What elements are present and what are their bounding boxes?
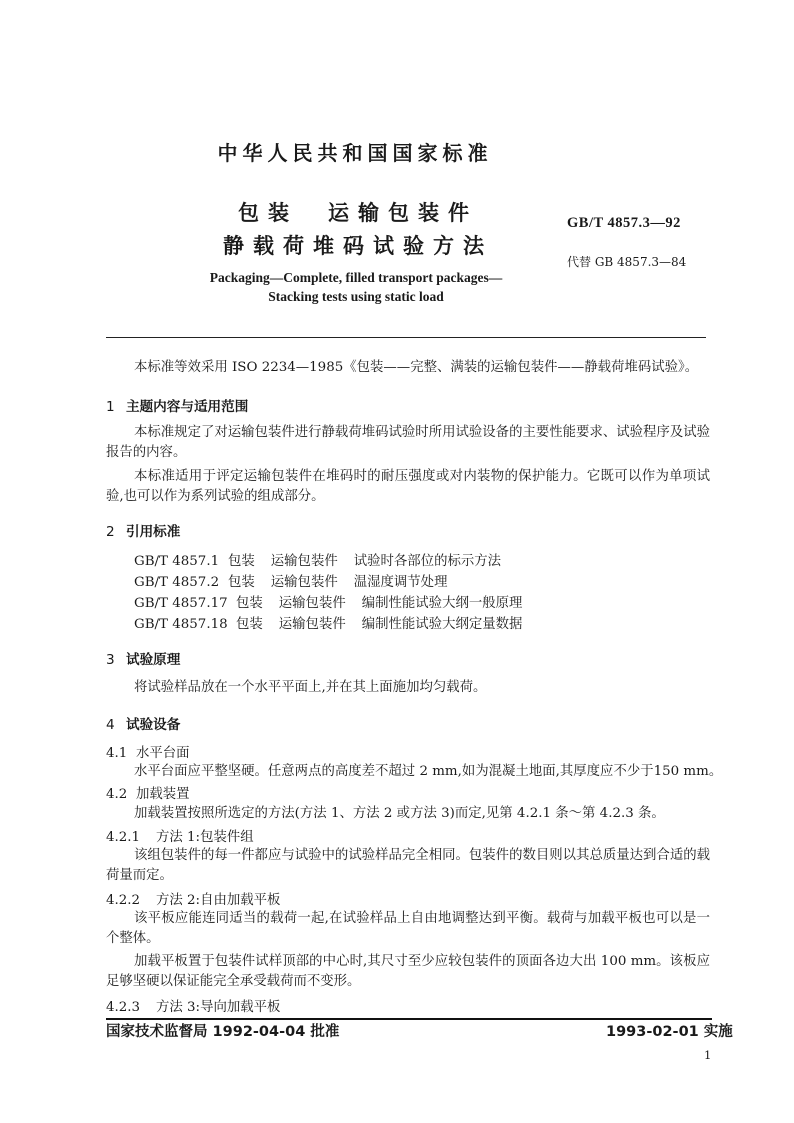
subsection-number: 4.2.2 [106,893,141,908]
section-3-paragraph: 将试验样品放在一个水平平面上,并在其上面施加均匀载荷。 [134,680,487,695]
intro-paragraph: 本标准等效采用 ISO 2234—1985《包装——完整、满装的运输包装件——静载荷堆码试验》。 [134,360,699,375]
reference-part-1: 包装 [236,617,263,632]
reference-description: 试验时各部位的标示方法 [353,554,502,569]
page-number: 1 [704,1048,712,1062]
subsection-4-2-heading [106,783,190,802]
reference-item [134,613,522,632]
header-divider [106,337,706,338]
national-standard-title: 中华人民共和国国家标准 [217,141,493,165]
reference-part-2: 运输包装件 [270,554,338,569]
reference-description: 编制性能试验大纲定量数据 [361,617,523,632]
subsection-title: 方法 2:自由加载平板 [156,893,281,908]
english-title-line-2: Stacking tests using static load [268,289,444,304]
section-number: 2 [106,524,115,540]
subsection-title: 加载装置 [136,787,190,802]
reference-description: 温湿度调节处理 [353,575,448,590]
subsection-4-2-2-heading [106,889,280,908]
section-2-heading [106,520,180,540]
reference-part-2: 运输包装件 [278,617,346,632]
reference-item [134,571,447,590]
document-title-line-1: 包装 运输包装件 [238,201,478,225]
approval-statement: 国家技术监督局 1992-04-04 批准 [106,1024,340,1040]
subsection-number: 4.1 [106,746,128,761]
reference-part-2: 运输包装件 [270,575,338,590]
document-title-line-2: 静载荷堆码试验方法 [223,234,493,258]
reference-item [134,550,501,569]
section-title: 试验原理 [126,652,181,668]
reference-part-1: 包装 [228,575,255,590]
reference-code: GB/T 4857.17 [134,596,228,611]
reference-code: GB/T 4857.18 [134,617,228,632]
section-3-heading [106,648,180,668]
subsection-4-2-3-heading [106,996,280,1015]
section-number: 3 [106,652,115,668]
section-4-heading [106,713,180,733]
reference-item [134,592,522,611]
reference-part-1: 包装 [236,596,263,611]
replaces-standard: 代替 GB 4857.3—84 [567,255,687,269]
subsection-title: 方法 3:导向加载平板 [156,1000,281,1015]
subsection-number: 4.2.3 [106,1000,141,1015]
section-number: 1 [106,399,115,415]
section-number: 4 [106,717,115,733]
subsection-title: 水平台面 [136,746,190,761]
section-title: 试验设备 [126,717,181,733]
reference-part-1: 包装 [228,554,255,569]
section-1-heading [106,395,248,415]
section-title: 引用标准 [126,524,181,540]
subsection-number: 4.2.1 [106,830,141,845]
subsection-4-2-2-text-1: 该平板应能连同适当的载荷一起,在试验样品上自由地调整达到平衡。载荷与加载平板也可以是一个整体。 [106,911,710,946]
subsection-number: 4.2 [106,787,128,802]
section-1-paragraph-1: 本标准规定了对运输包装件进行静载荷堆码试验时所用试验设备的主要性能要求、试验程序及试验报告的内容。 [106,425,710,460]
subsection-4-2-text: 加载装置按照所选定的方法(方法 1、方法 2 或方法 3)而定,见第 4.2.1 条～第 4.2.3 条。 [134,806,665,821]
subsection-4-2-2-text-2: 加载平板置于包装件试样顶部的中心时,其尺寸至少应较包装件的顶面各边大出 100 mm。该板应足够坚硬以保证能完全承受载荷而不变形。 [106,954,710,989]
subsection-4-1-heading [106,742,190,761]
subsection-4-1-text: 水平台面应平整坚硬。任意两点的高度差不超过 2 mm,如为混凝土地面,其厚度应不少于150 mm。 [134,764,723,779]
reference-description: 编制性能试验大纲一般原理 [361,596,523,611]
effective-date: 1993-02-01 实施 [606,1024,733,1040]
standard-number: GB/T 4857.3—92 [567,215,681,231]
reference-code: GB/T 4857.2 [134,575,220,590]
english-title-line-1: Packaging—Complete, filled transport packages— [209,270,503,285]
reference-part-2: 运输包装件 [278,596,346,611]
subsection-title: 方法 1:包装件组 [156,830,254,845]
section-1-paragraph-2: 本标准适用于评定运输包装件在堆码时的耐压强度或对内装物的保护能力。它既可以作为单项试验,也可以作为系列试验的组成部分。 [106,469,710,504]
subsection-4-2-1-heading [106,826,254,845]
subsection-4-2-1-text: 该组包装件的每一件都应与试验中的试验样品完全相同。包装件的数目则以其总质量达到合适的载荷量而定。 [106,848,710,883]
section-title: 主题内容与适用范围 [126,399,249,415]
reference-code: GB/T 4857.1 [134,554,220,569]
